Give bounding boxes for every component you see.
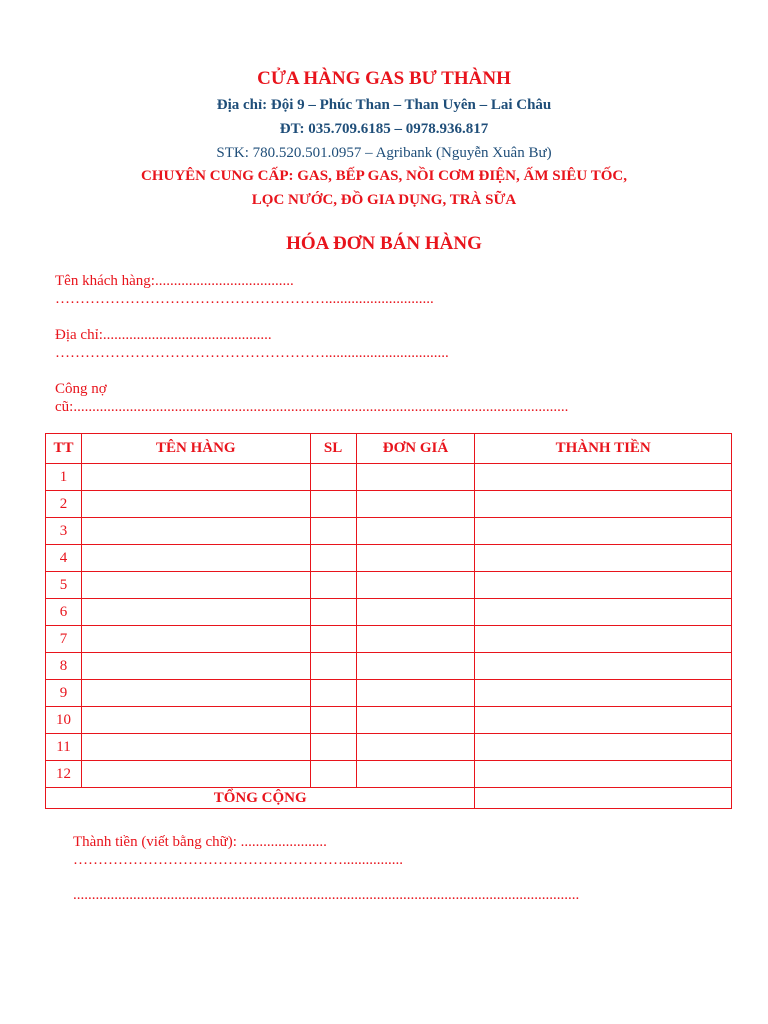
shop-bank-account: STK: 780.520.501.0957 – Agribank (Nguyễn Xuân Bư) <box>216 145 552 161</box>
unit-price-cell[interactable] <box>356 599 475 626</box>
old-debt-field <box>55 380 568 416</box>
customer-name-label: Tên khách hàng:..................................... <box>55 273 294 289</box>
supply-line-1: CHUYÊN CUNG CẤP: GAS, BẾP GAS, NỒI CƠM ĐIỆN, ẤM SIÊU TỐC, <box>140 168 627 184</box>
quantity-cell[interactable] <box>310 761 356 788</box>
row-number: 10 <box>46 707 82 734</box>
row-number: 9 <box>46 680 82 707</box>
unit-price-cell[interactable] <box>356 572 475 599</box>
amount-cell[interactable] <box>475 680 732 707</box>
item-name-cell[interactable] <box>81 518 310 545</box>
quantity-cell[interactable] <box>310 599 356 626</box>
row-number: 3 <box>46 518 82 545</box>
col-header-unit-price: ĐƠN GIÁ <box>356 434 475 464</box>
unit-price-cell[interactable] <box>356 761 475 788</box>
total-label: TỔNG CỘNG <box>46 788 475 809</box>
amount-in-words-line-2: ....................................................................................................................................... <box>73 887 580 903</box>
item-name-cell[interactable] <box>81 734 310 761</box>
row-number: 4 <box>46 545 82 572</box>
item-name-cell[interactable] <box>81 707 310 734</box>
row-number: 7 <box>46 626 82 653</box>
row-number: 1 <box>46 464 82 491</box>
table-row <box>46 680 732 707</box>
table-row <box>46 518 732 545</box>
amount-in-words-label: Thành tiền (viết bằng chữ): ....................... <box>73 834 327 850</box>
quantity-cell[interactable] <box>310 491 356 518</box>
customer-address-field <box>55 326 449 362</box>
unit-price-cell[interactable] <box>356 734 475 761</box>
table-row <box>46 464 732 491</box>
total-amount-cell[interactable] <box>475 788 732 809</box>
quantity-cell[interactable] <box>310 734 356 761</box>
shop-name: CỬA HÀNG GAS BƯ THÀNH <box>257 68 511 89</box>
quantity-cell[interactable] <box>310 653 356 680</box>
shop-address: Địa chỉ: Đội 9 – Phúc Than – Than Uyên – Lai Châu <box>216 97 552 113</box>
item-name-cell[interactable] <box>81 626 310 653</box>
supply-line-2: LỌC NƯỚC, ĐỒ GIA DỤNG, TRÀ SỮA <box>251 192 517 208</box>
table-row <box>46 761 732 788</box>
amount-in-words-field <box>73 833 403 869</box>
item-name-cell[interactable] <box>81 680 310 707</box>
table-row <box>46 734 732 761</box>
amount-cell[interactable] <box>475 599 732 626</box>
amount-cell[interactable] <box>475 572 732 599</box>
total-row <box>46 788 732 809</box>
quantity-cell[interactable] <box>310 626 356 653</box>
table-row <box>46 491 732 518</box>
unit-price-cell[interactable] <box>356 707 475 734</box>
amount-cell[interactable] <box>475 761 732 788</box>
unit-price-cell[interactable] <box>356 491 475 518</box>
unit-price-cell[interactable] <box>356 680 475 707</box>
table-header-row <box>46 434 732 464</box>
unit-price-cell[interactable] <box>356 545 475 572</box>
row-number: 2 <box>46 491 82 518</box>
table-row <box>46 653 732 680</box>
quantity-cell[interactable] <box>310 545 356 572</box>
table-row <box>46 545 732 572</box>
amount-cell[interactable] <box>475 653 732 680</box>
unit-price-cell[interactable] <box>356 626 475 653</box>
amount-cell[interactable] <box>475 545 732 572</box>
item-name-cell[interactable] <box>81 599 310 626</box>
shop-phone: ĐT: 035.709.6185 – 0978.936.817 <box>279 121 489 137</box>
col-header-tt: TT <box>46 434 82 464</box>
quantity-cell[interactable] <box>310 518 356 545</box>
unit-price-cell[interactable] <box>356 464 475 491</box>
table-row <box>46 599 732 626</box>
amount-cell[interactable] <box>475 464 732 491</box>
item-name-cell[interactable] <box>81 761 310 788</box>
amount-cell[interactable] <box>475 734 732 761</box>
old-debt-label: Công nợ <box>55 381 107 397</box>
customer-name-line: ………………………………………………............................. <box>55 291 434 307</box>
col-header-quantity: SL <box>310 434 356 464</box>
amount-cell[interactable] <box>475 626 732 653</box>
quantity-cell[interactable] <box>310 464 356 491</box>
item-name-cell[interactable] <box>81 545 310 572</box>
invoice-table <box>45 433 732 809</box>
row-number: 5 <box>46 572 82 599</box>
customer-address-label: Địa chỉ:............................................. <box>55 327 272 343</box>
amount-cell[interactable] <box>475 707 732 734</box>
row-number: 12 <box>46 761 82 788</box>
invoice-title: HÓA ĐƠN BÁN HÀNG <box>286 233 482 254</box>
customer-address-line: ………………………………………………................................. <box>55 345 449 361</box>
amount-in-words-line-1: ………………………………………………................ <box>73 852 403 868</box>
quantity-cell[interactable] <box>310 572 356 599</box>
item-name-cell[interactable] <box>81 572 310 599</box>
table-row <box>46 572 732 599</box>
item-name-cell[interactable] <box>81 491 310 518</box>
customer-name-field <box>55 272 434 308</box>
row-number: 11 <box>46 734 82 761</box>
amount-cell[interactable] <box>475 518 732 545</box>
old-debt-line: cũ:.................................................................................................................................... <box>55 399 569 415</box>
row-number: 8 <box>46 653 82 680</box>
unit-price-cell[interactable] <box>356 518 475 545</box>
col-header-item-name: TÊN HÀNG <box>81 434 310 464</box>
unit-price-cell[interactable] <box>356 653 475 680</box>
quantity-cell[interactable] <box>310 680 356 707</box>
item-name-cell[interactable] <box>81 464 310 491</box>
quantity-cell[interactable] <box>310 707 356 734</box>
table-row <box>46 626 732 653</box>
item-name-cell[interactable] <box>81 653 310 680</box>
row-number: 6 <box>46 599 82 626</box>
col-header-amount: THÀNH TIỀN <box>475 434 732 464</box>
table-row <box>46 707 732 734</box>
amount-cell[interactable] <box>475 491 732 518</box>
